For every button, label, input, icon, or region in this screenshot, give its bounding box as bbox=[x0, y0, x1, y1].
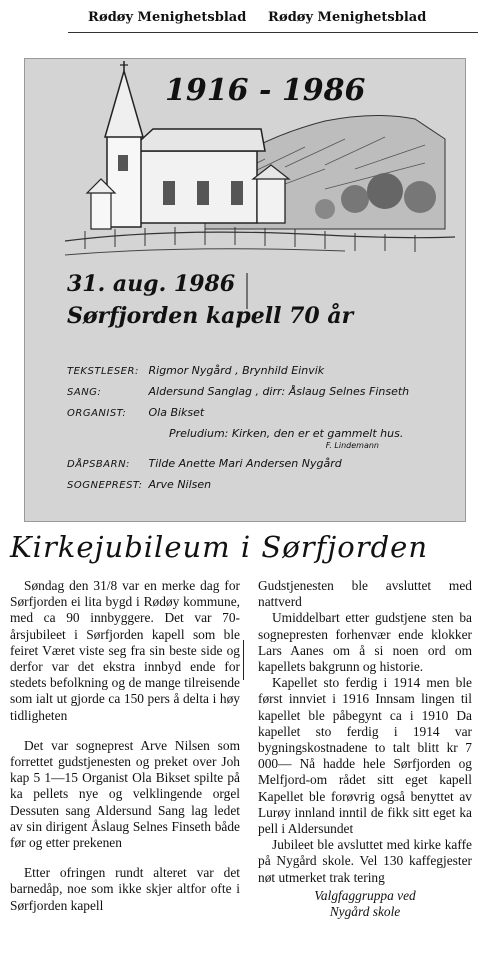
article-paragraph: Søndag den 31/8 var en merke dag for Sørfjorden ei lita bygd i Rødøy kommune, med ca 90 innbyggere. Det var 70-årsjubileet i Sørfjorden kapell som ble feiret Været viste seg fra sin beste side og derfor var det ekstra innbyd ende for stedets befolkning og de mange tilreisende som ialt ut gjorde ca 150 pers å delta i høy tidligheten bbox=[10, 578, 240, 723]
credit-row-priest bbox=[67, 479, 457, 500]
credit-label: TEKSTLESER: bbox=[67, 366, 139, 377]
credit-row-song bbox=[67, 386, 457, 407]
credit-value: Tilde Anette Mari Andersen Nygård bbox=[148, 457, 342, 470]
article-paragraph: Kapellet sto ferdig i 1914 men ble først innviet i 1916 Innsam lingen til kapellet ble påbegynt ca i 1910 Da kapellet sto ferdig i 1914 var bygningskostnadene to talt blitt kr 7 000— Nå hadde hele Sørfjorden og Melfjord-om rådet sitt eget kapell Kapellet ble forøvrig også benyttet av Lurøy innland inntil de fikk sitt eget ka pell i Aldersundet bbox=[258, 675, 472, 837]
article-paragraph: Etter ofringen rundt alteret var det barnedåp, noe som ikke skjer altfor ofte i Sørfjorden kapell bbox=[10, 865, 240, 913]
header-left-title: Rødøy Menighetsblad bbox=[88, 10, 247, 25]
poster-credits bbox=[67, 365, 457, 500]
article-paragraph: Det var sogneprest Arve Nilsen som forrettet gudstjenesten og preket over Joh kap 5 1—15 Organist Ola Bikset spilte på ka pellets nye og velklingende orgel Dessuten sang Aldersund Sang lag ledet av sin dirigent Åslaug Selnes Finseth både før og etter prekenen bbox=[10, 737, 240, 851]
signature-line-1: Valgfaggruppa ved bbox=[314, 887, 416, 903]
credit-label: SANG: bbox=[67, 387, 102, 398]
header-right-title: Rødøy Menighetsblad bbox=[268, 10, 427, 25]
signature-line-2: Nygård skole bbox=[329, 904, 401, 920]
credit-row-reader bbox=[67, 365, 457, 386]
poster-date: 31. aug. 1986 bbox=[67, 271, 236, 297]
credit-row-organist bbox=[67, 407, 457, 428]
credit-value: Arve Nilsen bbox=[148, 478, 212, 491]
credit-value: Rigmor Nygård , Brynhild Einvik bbox=[148, 364, 325, 377]
credit-value: Ola Bikset bbox=[148, 406, 205, 419]
article-column-right bbox=[258, 578, 472, 920]
column-divider bbox=[243, 640, 244, 680]
jubilee-poster bbox=[24, 58, 466, 522]
poster-years: 1916 - 1986 bbox=[165, 73, 366, 108]
credit-label: DÅPSBARN: bbox=[67, 459, 130, 470]
credit-prelude bbox=[67, 428, 457, 442]
page-header bbox=[0, 0, 480, 36]
article-title: Kirkejubileum i Sørfjorden bbox=[10, 530, 429, 564]
credit-value: Aldersund Sanglag , dirr: Åslaug Selnes Finseth bbox=[148, 385, 410, 398]
header-rule bbox=[68, 32, 478, 33]
credit-label: SOGNEPREST: bbox=[67, 480, 143, 491]
article-paragraph: Gudstjenesten ble avsluttet med nattverd bbox=[258, 578, 472, 610]
article-paragraph: Jubileet ble avsluttet med kirke kaffe på Nygård skole. Vel 130 kaffegjester nøt utmerket trak tering bbox=[258, 837, 472, 885]
credit-label: ORGANIST: bbox=[67, 408, 127, 419]
prelude-author: F. Lindemann bbox=[325, 441, 379, 450]
article-paragraph: Umiddelbart etter gudstjene sten ba sognepresten forhenvær ende klokker Lars Aanes om å si noen ord om kapellets bakgrunn og historie. bbox=[258, 610, 472, 675]
poster-subtitle: Sørfjorden kapell 70 år bbox=[67, 303, 354, 329]
credit-row-baptism bbox=[67, 458, 457, 479]
prelude-text: Preludium: Kirken, den er et gammelt hus. bbox=[169, 427, 404, 440]
article-column-left bbox=[10, 578, 240, 914]
